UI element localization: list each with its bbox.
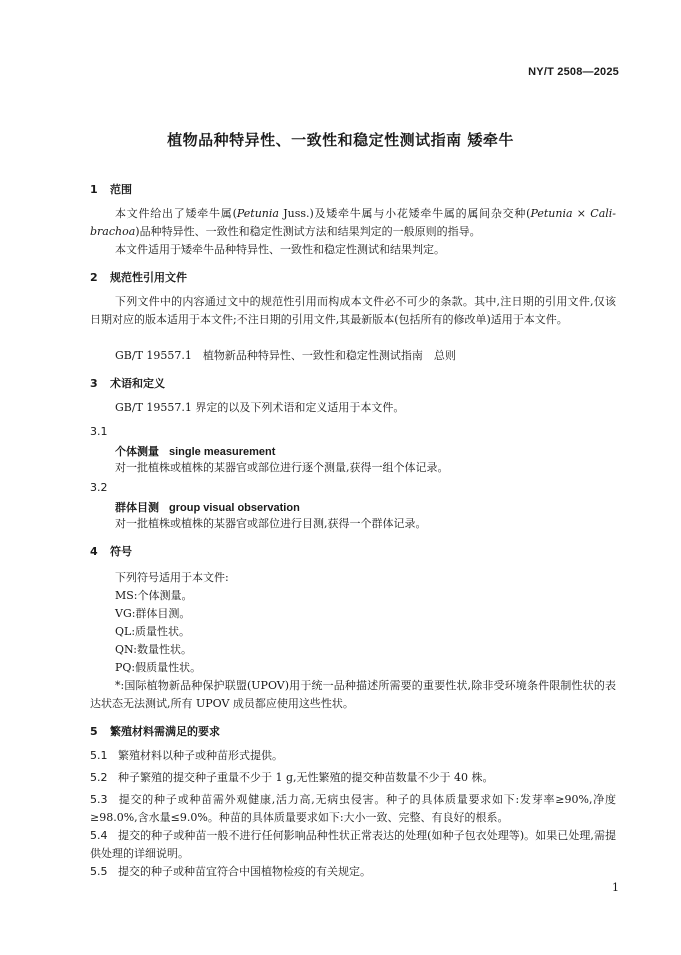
document-title: 植物品种特异性、一致性和稳定性测试指南 矮牵牛 xyxy=(167,131,514,149)
requirement-item: 5.4 提交的种子或种苗一般不进行任何影响品种性状正常表达的处理(如种子包衣处理等)。如果已处理,需提供处理的详细说明。 xyxy=(90,829,616,860)
standard-number: NY/T 2508—2025 xyxy=(528,66,619,78)
symbol-item: VG:群体目测。 xyxy=(115,607,191,620)
symbol-item: QN:数量性状。 xyxy=(115,643,192,656)
term-number: 3.2 xyxy=(90,481,108,494)
requirement-item: 5.3 提交的种子或种苗需外观健康,活力高,无病虫侵害。种子的具体质量要求如下:发芽率≥90%,净度≥98.0%,含水量≤9.0%。种苗的具体质量要求如下:大小一致、完整、有良好的根系。 xyxy=(90,793,616,824)
requirement-item: 5.1 繁殖材料以种子或种苗形式提供。 xyxy=(90,749,283,762)
section-heading-symbols: 4 符号 xyxy=(90,545,132,558)
page-number: 1 xyxy=(612,881,619,894)
scope-paragraph-1: 本文件给出了矮牵牛属(Petunia Juss.)及矮牵牛属与小花矮牵牛属的属间杂交种(Petunia × Cali-brachoa)品种特异性、一致性和稳定性测试方法和结果判定的一般原则的指导。 xyxy=(90,207,617,238)
term-number: 3.1 xyxy=(90,425,108,438)
section-heading-terms: 3 术语和定义 xyxy=(90,377,165,390)
reference-item: GB/T 19557.1 植物新品种特异性、一致性和稳定性测试指南 总则 xyxy=(115,349,456,362)
section-title: 范围 xyxy=(110,183,132,196)
term-heading: 个体测量 single measurement xyxy=(115,445,276,458)
requirement-item: 5.5 提交的种子或种苗宜符合中国植物检疫的有关规定。 xyxy=(90,865,371,878)
section-heading-scope xyxy=(90,181,132,199)
section-heading-normative-references: 2 规范性引用文件 xyxy=(90,271,187,284)
term-definition: 对一批植株或植株的某器官或部位进行目测,获得一个群体记录。 xyxy=(115,517,427,530)
term-heading: 群体目测 group visual observation xyxy=(115,501,300,514)
symbol-item: PQ:假质量性状。 xyxy=(115,661,202,674)
symbol-item: MS:个体测量。 xyxy=(115,589,193,602)
requirement-item: 5.2 种子繁殖的提交种子重量不少于 1 g,无性繁殖的提交种苗数量不少于 40 株。 xyxy=(90,771,494,784)
section-number: 1 xyxy=(90,183,98,196)
symbols-intro: 下列符号适用于本文件: xyxy=(115,571,229,584)
references-paragraph: 下列文件中的内容通过文中的规范性引用而构成本文件必不可少的条款。其中,注日期的引用文件,仅该日期对应的版本适用于本文件;不注日期的引用文件,其最新版本(包括所有的修改单)适用于本文件。 xyxy=(90,295,616,326)
term-definition: 对一批植株或植株的某器官或部位进行逐个测量,获得一组个体记录。 xyxy=(115,461,449,474)
terms-intro: GB/T 19557.1 界定的以及下列术语和定义适用于本文件。 xyxy=(115,401,405,414)
section-heading-propagating-material: 5 繁殖材料需满足的要求 xyxy=(90,725,220,738)
scope-paragraph-2: 本文件适用于矮牵牛品种特异性、一致性和稳定性测试和结果判定。 xyxy=(115,243,445,256)
symbol-item: QL:质量性状。 xyxy=(115,625,191,638)
symbol-note: *:国际植物新品种保护联盟(UPOV)用于统一品种描述所需要的重要性状,除非受环境条件限制性状的表达状态无法测试,所有 UPOV 成员都应使用这些性状。 xyxy=(90,679,616,710)
